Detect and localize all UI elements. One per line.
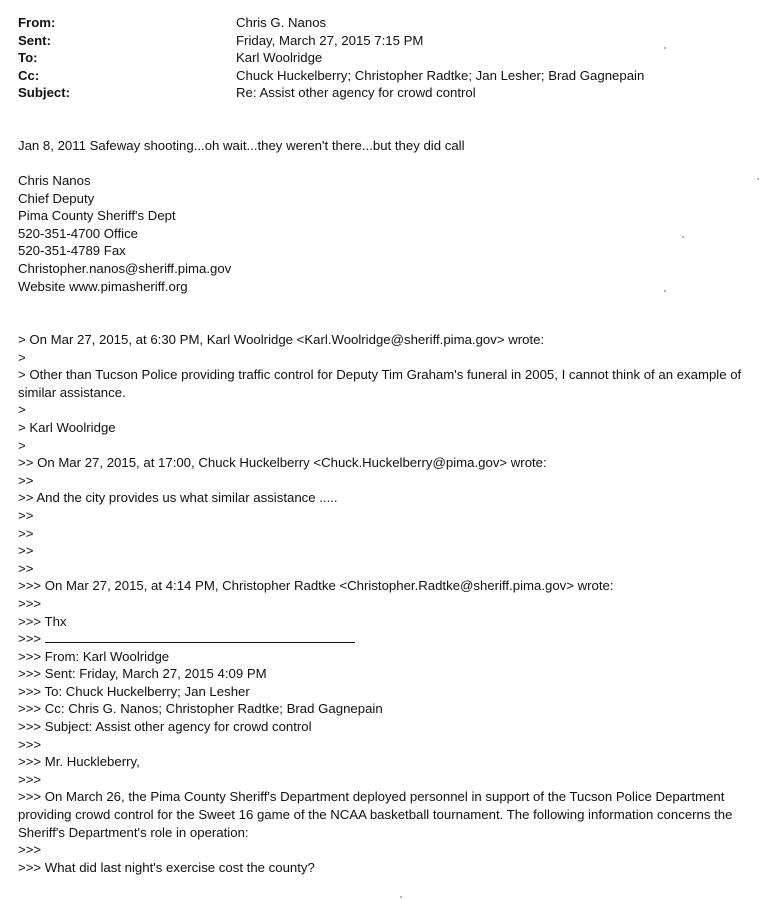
scan-speck [664, 47, 666, 49]
cc-row [18, 67, 758, 85]
sent-value: Friday, March 27, 2015 7:15 PM [236, 32, 424, 48]
quote-line: >> [18, 507, 34, 523]
to-label: To: [18, 50, 38, 66]
quote-line: > [18, 437, 26, 453]
quote-line: >>> [18, 771, 42, 787]
from-value: Chris G. Nanos [236, 15, 327, 30]
subject-value: Re: Assist other agency for crowd control [236, 85, 476, 101]
signature-title: Chief Deputy [18, 190, 95, 206]
quote-line: >> [18, 472, 34, 488]
scan-speck [664, 290, 666, 292]
signature-office-phone: 520-351-4700 Office [18, 225, 138, 241]
quote-paragraph: > Other than Tucson Police providing traffic control for Deputy Tim Graham's funeral in 2005, I cannot think of an example of similar assistance. [18, 367, 742, 400]
quote-line: >> [18, 560, 34, 576]
quote-line: >>> From: Karl Woolridge [18, 648, 170, 664]
quote-line: >> And the city provides us what similar assistance ..... [18, 490, 338, 506]
quote-marker: >>> [18, 631, 42, 647]
to-row [18, 49, 758, 67]
quote-line: >>> Subject: Assist other agency for crowd control [18, 719, 312, 735]
cc-label: Cc: [18, 67, 40, 83]
quote-line: >>> Cc: Chris G. Nanos; Christopher Radtke; Brad Gagnepain [18, 701, 383, 717]
quote-line: > Karl Woolridge [18, 419, 116, 435]
signature-org: Pima County Sheriff's Dept [18, 208, 176, 224]
quote-line: > [18, 402, 26, 418]
quote-line: >>> Sent: Friday, March 27, 2015 4:09 PM [18, 666, 267, 682]
cc-value: Chuck Huckelberry; Christopher Radtke; Jan Lesher; Brad Gagnepain [236, 67, 645, 83]
quote-line: >>> Thx [18, 613, 67, 629]
from-label: From: [18, 15, 56, 30]
message-body [18, 137, 748, 155]
quote-line: >>> What did last night's exercise cost the county? [18, 859, 315, 875]
quote-line: >>> [18, 595, 42, 611]
quote-line: >>> On Mar 27, 2015, at 4:14 PM, Christopher Radtke <Christopher.Radtke@sheriff.pima.gov> wrote: [18, 578, 614, 594]
quote-line: >> [18, 543, 34, 559]
quote-line: >> On Mar 27, 2015, at 17:00, Chuck Huckelberry <Chuck.Huckelberry@pima.gov> wrote: [18, 455, 547, 471]
quote-line: >>> Mr. Huckleberry, [18, 754, 140, 770]
scan-speck [682, 236, 684, 238]
quoted-thread [18, 331, 753, 876]
separator-rule [45, 630, 355, 643]
quote-line: >>> [18, 842, 42, 858]
scan-speck [757, 178, 759, 180]
scan-speck [400, 896, 402, 898]
quote-line: > On Mar 27, 2015, at 6:30 PM, Karl Woolridge <Karl.Woolridge@sheriff.pima.gov> wrote: [18, 332, 545, 347]
quote-line: >>> To: Chuck Huckelberry; Jan Lesher [18, 683, 250, 699]
quote-separator-line [18, 630, 753, 648]
quote-line: >> [18, 525, 34, 541]
signature-email: Christopher.nanos@sheriff.pima.gov [18, 260, 232, 276]
email-header [18, 14, 758, 102]
signature-fax: 520-351-4789 Fax [18, 243, 126, 259]
subject-row [18, 84, 758, 102]
opening-line: Jan 8, 2011 Safeway shooting...oh wait...they weren't there...but they did call [18, 138, 465, 153]
subject-label: Subject: [18, 85, 71, 101]
quote-paragraph: >>> On March 26, the Pima County Sheriff's Department deployed personnel in support of the Tucson Police Department providing crowd control for the Sweet 16 game of the NCAA basketball tournament. The following information concerns the Sheriff's Department's role in operation: [18, 789, 733, 840]
from-row [18, 14, 758, 32]
signature-block [18, 172, 748, 295]
quote-line: > [18, 349, 26, 365]
sent-row [18, 32, 758, 50]
signature-name: Chris Nanos [18, 173, 91, 188]
to-value: Karl Woolridge [236, 50, 323, 66]
signature-website: Website www.pimasheriff.org [18, 278, 188, 294]
sent-label: Sent: [18, 32, 51, 48]
quote-line: >>> [18, 736, 42, 752]
